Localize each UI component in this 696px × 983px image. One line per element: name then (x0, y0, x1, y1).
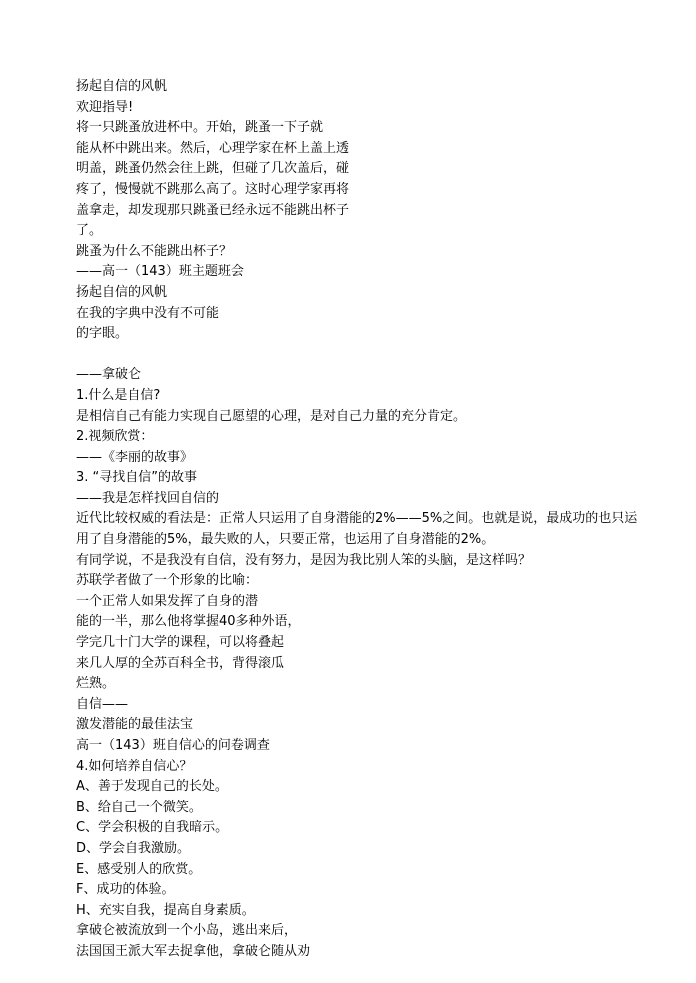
blank-line (76, 345, 636, 366)
flea-story-line-5: 盖拿走，却发现那只跳蚤已经永远不能跳出杯子 (76, 202, 350, 218)
section-3-heading: 3. “寻找自信”的故事 (76, 470, 198, 486)
document-title: 扬起自信的风帆 (76, 79, 168, 94)
list-item-c: C、学会积极的自我暗示。 (76, 820, 229, 836)
napoleon-story-line-1: 拿破仑被流放到一个小岛，逃出来后， (76, 923, 298, 939)
confidence-subheading: 激发潜能的最佳法宝 (76, 717, 194, 733)
section-1-heading: 1.什么是自信? (76, 387, 161, 403)
quote-attribution: ——拿破仑 (76, 367, 142, 383)
list-item-f: F、成功的体验。 (76, 882, 175, 898)
document-body (76, 77, 636, 963)
quote-line-1: 在我的字典中没有不可能 (76, 305, 220, 321)
repeated-title: 扬起自信的风帆 (76, 284, 168, 300)
list-item-e: E、感受别人的欣赏。 (76, 861, 202, 877)
list-item-b: B、给自己一个微笑。 (76, 799, 202, 815)
flea-story-line-4: 疼了，慢慢就不跳那么高了。这时心理学家再将 (76, 181, 350, 197)
list-item-h: H、充实自我，提高自身素质。 (76, 902, 255, 918)
list-item-a: A、善于发现自己的长处。 (76, 779, 228, 795)
greeting-line: 欢迎指导! (76, 99, 134, 115)
metaphor-line-3: 学完几十门大学的课程，可以将叠起 (76, 635, 285, 651)
flea-story-line-6: 了。 (76, 223, 103, 239)
section-1-text: 是相信自己有能力实现自己愿望的心理，是对自己力量的充分肯定。 (76, 408, 467, 424)
class-meeting-subtitle: ——高一（143）班主题班会 (76, 264, 244, 280)
metaphor-line-5: 烂熟。 (76, 676, 116, 692)
list-item-d: D、学会自我激励。 (76, 840, 191, 856)
potential-text-line-2: 用了自身潜能的5%，最失败的人，只要正常，也运用了自身潜能的2%。 (76, 532, 495, 548)
section-4-heading: 4.如何培养自信心？ (76, 758, 193, 774)
metaphor-line-2: 能的一半，那么他将掌握40多种外语， (76, 614, 301, 630)
flea-question: 跳蚤为什么不能跳出杯子？ (76, 243, 233, 259)
flea-story-line-2: 能从杯中跳出来。然后，心理学家在杯上盖上透 (76, 140, 350, 156)
flea-story-line-1: 将一只跳蚤放进杯中。开始，跳蚤一下子就 (76, 120, 324, 136)
metaphor-line-4: 来几人厚的全苏百科全书，背得滚瓜 (76, 655, 285, 671)
metaphor-line-1: 一个正常人如果发挥了自身的潜 (76, 593, 259, 609)
survey-title: 高一（143）班自信心的问卷调查 (76, 738, 270, 753)
section-2-heading: 2.视频欣赏： (76, 429, 154, 445)
napoleon-story-line-2: 法国国王派大军去捉拿他，拿破仑随从劝 (76, 943, 311, 959)
flea-story-line-3: 明盖，跳蚤仍然会往上跳，但碰了几次盖后，碰 (76, 161, 350, 177)
section-2-subtitle: ——《李丽的故事》 (76, 449, 194, 465)
potential-text-line-1: 近代比较权威的看法是：正常人只运用了自身潜能的2%——5%之间。也就是说，最成功的也只运 (76, 511, 638, 527)
classmate-question: 有同学说，不是我没有自信，没有努力，是因为我比别人笨的头脑，是这样吗？ (76, 552, 532, 568)
section-3-subtitle: ——我是怎样找回自信的 (76, 490, 220, 506)
metaphor-intro: 苏联学者做了一个形象的比喻： (76, 573, 259, 589)
confidence-heading: 自信—— (76, 696, 129, 712)
quote-line-2: 的字眼。 (76, 326, 129, 342)
